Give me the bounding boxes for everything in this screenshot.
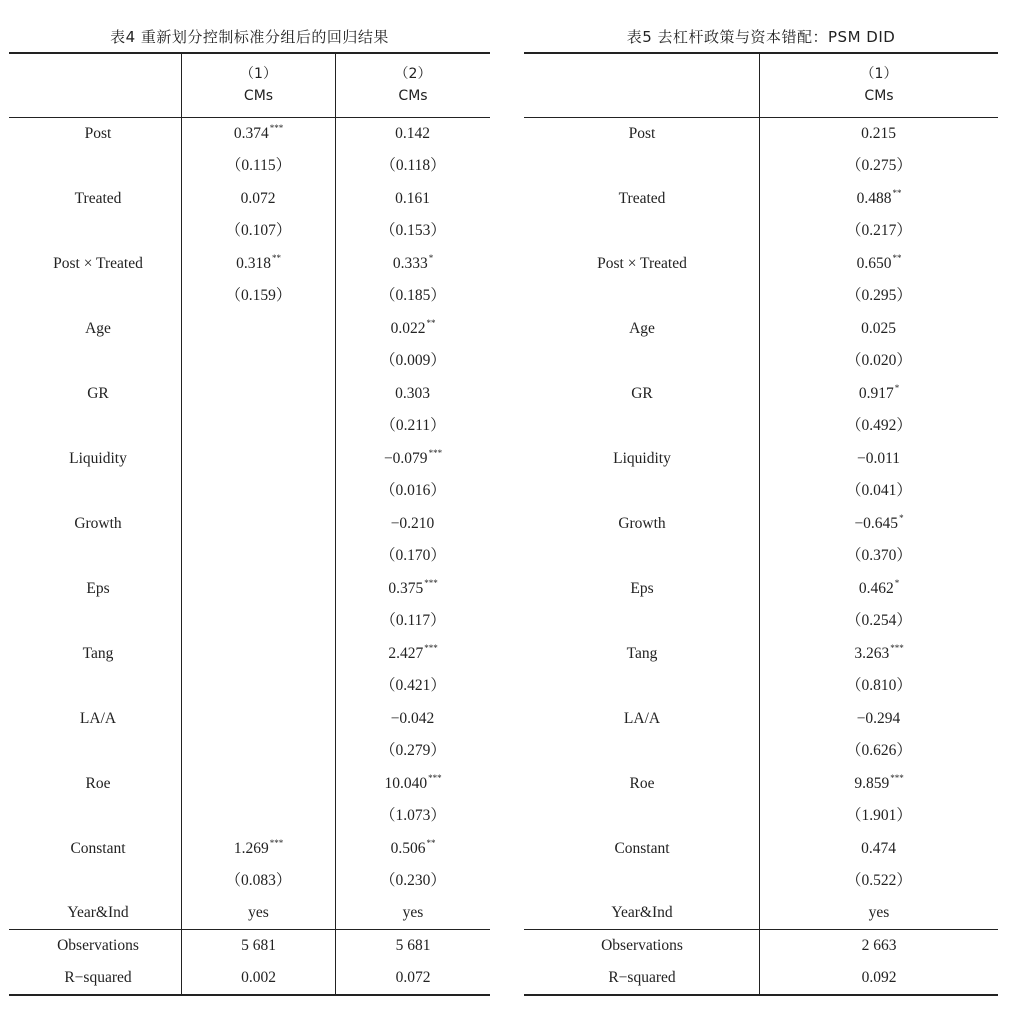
coefficient-text: 0.142	[395, 125, 430, 142]
yearind-label-text: Year&Ind	[67, 904, 129, 921]
coefficient	[182, 253, 335, 275]
rsquared-value	[760, 967, 998, 989]
row-label-text: GR	[631, 385, 653, 402]
observations-value	[336, 935, 490, 957]
coefficient-text: −0.294	[856, 710, 901, 727]
column-number: （2）	[394, 66, 432, 82]
row-label	[9, 513, 187, 535]
row-label	[9, 838, 187, 860]
row-label-text: Post × Treated	[597, 255, 687, 272]
coefficient-text: 0.072	[240, 190, 276, 207]
standard-error	[336, 155, 490, 177]
coefficient	[182, 318, 335, 340]
coefficient-text: 0.650	[856, 255, 892, 272]
coefficient-text: 0.022	[390, 320, 426, 337]
standard-error	[182, 545, 335, 567]
column-number: （1）	[240, 66, 277, 82]
observations-value-text: 5 681	[395, 937, 431, 954]
observations-value	[182, 935, 335, 957]
row-label	[9, 448, 187, 470]
row-label	[524, 838, 760, 860]
yearind-value-text: yes	[248, 904, 269, 921]
coefficient	[760, 578, 998, 600]
coefficient	[182, 188, 335, 210]
row-label	[524, 448, 760, 470]
standard-error	[182, 870, 335, 892]
significance-stars: **	[426, 838, 436, 848]
yearind-value	[760, 902, 998, 924]
standard-error-text: （0.810）	[846, 677, 912, 694]
coefficient	[336, 318, 490, 340]
standard-error-text: （0.217）	[846, 222, 912, 239]
yearind-label-text: Year&Ind	[611, 904, 673, 921]
coefficient-text: 0.303	[395, 385, 430, 402]
row-label-text: Eps	[630, 580, 654, 597]
standard-error	[760, 350, 998, 372]
coefficient	[760, 513, 998, 535]
coefficient-text: 0.318	[236, 255, 271, 272]
standard-error	[182, 740, 335, 762]
significance-stars: *	[428, 253, 434, 263]
coefficient-text: 9.859	[854, 775, 890, 792]
coefficient-text: 0.025	[861, 320, 896, 337]
stats-rule	[9, 929, 490, 930]
coefficient	[336, 708, 490, 730]
coefficient	[760, 838, 998, 860]
row-label	[9, 123, 187, 145]
standard-error	[336, 610, 490, 632]
yearind-value-text: yes	[868, 904, 890, 921]
coefficient	[760, 448, 998, 470]
rsquared-label	[524, 967, 760, 989]
significance-stars: ***	[890, 643, 904, 653]
column-number: （1）	[860, 66, 898, 82]
standard-error	[182, 480, 335, 502]
header-rule	[9, 117, 490, 118]
significance-stars: ***	[890, 773, 904, 783]
standard-error	[760, 870, 998, 892]
standard-error-text: （0.159）	[225, 287, 292, 304]
standard-error-text: （1.901）	[846, 807, 912, 824]
row-label-text: Roe	[629, 775, 655, 792]
significance-stars: ***	[269, 838, 284, 848]
row-label-text: Constant	[70, 840, 126, 857]
standard-error-text: （0.016）	[380, 482, 446, 499]
row-label-text: Age	[85, 320, 111, 337]
coefficient-text: −0.042	[390, 710, 435, 727]
standard-error	[182, 415, 335, 437]
standard-error	[336, 870, 490, 892]
standard-error-text: （0.107）	[225, 222, 292, 239]
standard-error	[336, 350, 490, 372]
row-label-text: Treated	[618, 190, 666, 207]
row-label	[9, 773, 187, 795]
coefficient	[336, 448, 490, 470]
top-rule	[524, 52, 998, 54]
column-label: CMs	[864, 88, 894, 104]
standard-error	[336, 740, 490, 762]
standard-error-text: （0.083）	[225, 872, 292, 889]
standard-error-text: （0.211）	[380, 417, 446, 434]
rsquared-value-text: 0.002	[241, 969, 276, 986]
standard-error	[336, 675, 490, 697]
row-label	[9, 578, 187, 600]
standard-error-text: （0.170）	[380, 547, 446, 564]
row-label	[524, 188, 760, 210]
observations-label	[9, 935, 187, 957]
standard-error	[182, 350, 335, 372]
coefficient	[760, 383, 998, 405]
standard-error-text: （0.254）	[846, 612, 912, 629]
standard-error-text: （0.117）	[380, 612, 446, 629]
standard-error-text: （0.041）	[846, 482, 912, 499]
standard-error	[760, 675, 998, 697]
rsquared-value-text: 0.072	[395, 969, 431, 986]
significance-stars: ***	[269, 123, 284, 133]
coefficient-text: 0.333	[392, 255, 428, 272]
standard-error	[760, 545, 998, 567]
row-label-text: Age	[629, 320, 655, 337]
row-label-text: Tang	[626, 645, 658, 662]
coefficient	[182, 708, 335, 730]
standard-error-text: （0.370）	[846, 547, 912, 564]
rsquared-label	[9, 967, 187, 989]
row-label	[9, 318, 187, 340]
standard-error	[760, 740, 998, 762]
rsquared-value	[336, 967, 490, 989]
standard-error	[182, 285, 335, 307]
row-label	[524, 578, 760, 600]
observations-value-text: 5 681	[241, 937, 276, 954]
row-label-text: Growth	[74, 515, 122, 532]
coefficient-text: −0.210	[390, 515, 435, 532]
standard-error-text: （0.421）	[380, 677, 446, 694]
yearind-label	[9, 902, 187, 924]
standard-error-text: （0.492）	[846, 417, 912, 434]
standard-error-text: （0.185）	[380, 287, 446, 304]
row-label-text: Growth	[618, 515, 666, 532]
coefficient	[182, 513, 335, 535]
rsquared-label-text: R−squared	[64, 969, 132, 986]
significance-stars: *	[899, 513, 904, 523]
row-label-text: Liquidity	[69, 450, 127, 467]
row-label-text: Liquidity	[613, 450, 671, 467]
coefficient	[182, 123, 335, 145]
row-label-text: Treated	[74, 190, 122, 207]
column-label: CMs	[243, 88, 274, 104]
coefficient-text: 0.488	[856, 190, 892, 207]
coefficient	[336, 383, 490, 405]
row-label	[524, 318, 760, 340]
significance-stars: **	[426, 318, 436, 328]
standard-error	[336, 805, 490, 827]
coefficient	[760, 253, 998, 275]
standard-error	[182, 610, 335, 632]
standard-error-text: （0.009）	[380, 352, 446, 369]
standard-error	[760, 415, 998, 437]
standard-error	[336, 285, 490, 307]
standard-error-text: （0.020）	[846, 352, 912, 369]
row-label	[524, 773, 760, 795]
bottom-rule	[524, 994, 998, 996]
standard-error	[760, 220, 998, 242]
standard-error-text: （0.153）	[380, 222, 446, 239]
standard-error-text: （0.626）	[846, 742, 912, 759]
coefficient-text: 0.374	[233, 125, 269, 142]
observations-value	[760, 935, 998, 957]
observations-value-text: 2 663	[861, 937, 897, 954]
standard-error-text: （0.522）	[846, 872, 912, 889]
rsquared-label-text: R−squared	[608, 969, 676, 986]
row-label-text: Tang	[82, 645, 114, 662]
row-label	[524, 383, 760, 405]
coefficient	[336, 578, 490, 600]
coefficient	[336, 188, 490, 210]
significance-stars: **	[892, 253, 902, 263]
coefficient	[760, 643, 998, 665]
coefficient-text: 1.269	[233, 840, 269, 857]
standard-error-text: （0.115）	[225, 157, 292, 174]
coefficient-text: 0.462	[858, 580, 894, 597]
significance-stars: *	[894, 578, 900, 588]
standard-error	[760, 610, 998, 632]
row-label	[524, 513, 760, 535]
standard-error	[760, 805, 998, 827]
coefficient	[336, 513, 490, 535]
coefficient	[182, 773, 335, 795]
coefficient	[182, 383, 335, 405]
coefficient	[760, 188, 998, 210]
coefficient	[336, 773, 490, 795]
row-label	[9, 253, 187, 275]
standard-error	[336, 415, 490, 437]
coefficient	[336, 838, 490, 860]
row-label	[524, 123, 760, 145]
significance-stars: ***	[428, 773, 442, 783]
yearind-label	[524, 902, 760, 924]
coefficient	[336, 643, 490, 665]
coefficient-text: 3.263	[854, 645, 890, 662]
standard-error	[336, 480, 490, 502]
coefficient-text: 0.375	[388, 580, 424, 597]
coefficient-text: 0.506	[390, 840, 426, 857]
row-label-text: Post × Treated	[53, 255, 143, 272]
row-label	[9, 383, 187, 405]
significance-stars: **	[271, 253, 281, 263]
row-label-text: Post	[628, 125, 656, 142]
coefficient	[182, 578, 335, 600]
standard-error	[182, 155, 335, 177]
table-5-title: 表5 去杠杆政策与资本错配：PSM DID	[626, 28, 896, 46]
yearind-value	[336, 902, 490, 924]
row-label-text: LA/A	[623, 710, 661, 727]
yearind-value	[182, 902, 335, 924]
column-label: CMs	[398, 88, 428, 104]
standard-error	[336, 220, 490, 242]
coefficient	[760, 318, 998, 340]
stats-rule	[524, 929, 998, 930]
row-label	[524, 708, 760, 730]
rsquared-value-text: 0.092	[861, 969, 897, 986]
row-label-text: Post	[84, 125, 112, 142]
significance-stars: *	[894, 383, 900, 393]
top-rule	[9, 52, 490, 54]
standard-error-text: （0.275）	[846, 157, 912, 174]
row-label	[524, 253, 760, 275]
header-rule	[524, 117, 998, 118]
row-label-text: Eps	[86, 580, 110, 597]
standard-error	[182, 675, 335, 697]
coefficient-text: −0.079	[383, 450, 428, 467]
standard-error	[182, 220, 335, 242]
standard-error	[760, 480, 998, 502]
standard-error	[760, 285, 998, 307]
standard-error-text: （1.073）	[380, 807, 446, 824]
standard-error-text: （0.279）	[380, 742, 446, 759]
observations-label	[524, 935, 760, 957]
coefficient-text: 0.917	[858, 385, 894, 402]
standard-error	[182, 805, 335, 827]
coefficient-text: 2.427	[388, 645, 424, 662]
row-label	[9, 643, 187, 665]
row-label-text: Constant	[614, 840, 670, 857]
coefficient	[182, 643, 335, 665]
coefficient	[182, 838, 335, 860]
coefficient-text: 0.474	[861, 840, 896, 857]
standard-error-text: （0.230）	[380, 872, 446, 889]
row-label-text: Roe	[85, 775, 111, 792]
coefficient-text: 0.161	[395, 190, 430, 207]
coefficient-text: 10.040	[384, 775, 428, 792]
row-label	[524, 643, 760, 665]
standard-error-text: （0.295）	[846, 287, 912, 304]
bottom-rule	[9, 994, 490, 996]
standard-error	[760, 155, 998, 177]
row-label	[9, 188, 187, 210]
coefficient-text: −0.645	[854, 515, 899, 532]
rsquared-value	[182, 967, 335, 989]
observations-label-text: Observations	[601, 937, 683, 954]
significance-stars: ***	[428, 448, 443, 458]
significance-stars: **	[892, 188, 902, 198]
row-label-text: LA/A	[79, 710, 117, 727]
significance-stars: ***	[424, 643, 438, 653]
coefficient	[760, 773, 998, 795]
coefficient	[182, 448, 335, 470]
coefficient	[760, 123, 998, 145]
standard-error	[336, 545, 490, 567]
observations-label-text: Observations	[57, 937, 139, 954]
coefficient	[336, 123, 490, 145]
yearind-value-text: yes	[402, 904, 424, 921]
coefficient	[760, 708, 998, 730]
coefficient	[336, 253, 490, 275]
significance-stars: ***	[424, 578, 438, 588]
row-label-text: GR	[87, 385, 109, 402]
coefficient-text: −0.011	[856, 450, 901, 467]
table-4-title: 表4 重新划分控制标准分组后的回归结果	[110, 28, 389, 46]
standard-error-text: （0.118）	[380, 157, 446, 174]
coefficient-text: 0.215	[861, 125, 896, 142]
row-label	[9, 708, 187, 730]
